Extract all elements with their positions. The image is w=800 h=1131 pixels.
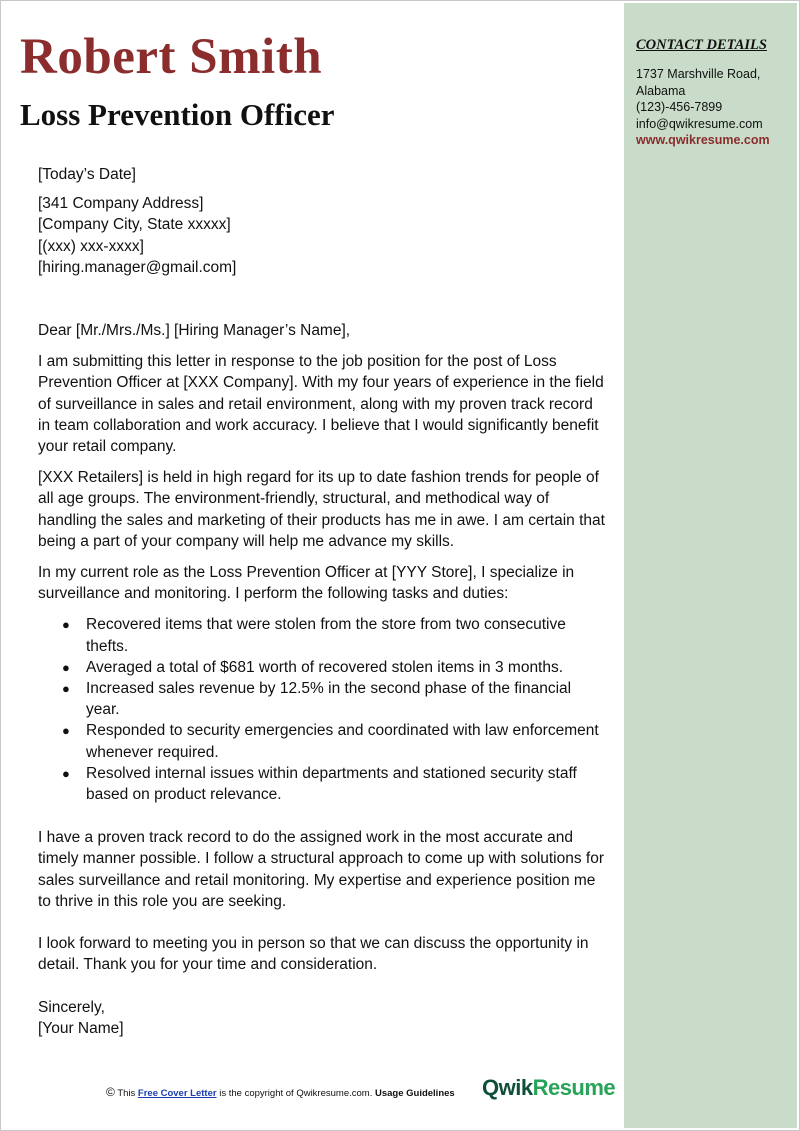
bullet-icon: ● — [62, 681, 70, 697]
contact-heading: CONTACT DETAILS — [636, 37, 767, 53]
recipient-city: [Company City, State xxxxx] — [38, 216, 231, 234]
applicant-name: Robert Smith — [20, 29, 323, 85]
contact-phone: (123)-456-7899 — [636, 100, 723, 114]
duty-item: ● Responded to security emergencies and coordinated with law enforcement whenever required. — [62, 722, 599, 761]
recipient-phone: [(xxx) xxx-xxxx] — [38, 237, 144, 255]
usage-guidelines-link[interactable]: Usage Guidelines — [374, 1088, 455, 1099]
contact-sidebar — [624, 3, 797, 1128]
recipient-email: [hiring.manager@gmail.com] — [38, 258, 237, 276]
job-title: Loss Prevention Officer — [20, 97, 335, 132]
bullet-icon: ● — [62, 659, 70, 675]
salutation: Dear [Mr./Mrs./Ms.] [Hiring Manager’s Name], — [38, 322, 351, 340]
letter-date: [Today’s Date] — [38, 166, 136, 183]
duty-item: ● Averaged a total of $681 worth of recovered stolen items in 3 months. — [38, 657, 606, 678]
bullet-icon: ● — [62, 723, 70, 739]
paragraph-closing: I look forward to meeting you in person so that we can discuss the opportunity in detail. Thank you for your time and consideration. — [38, 935, 589, 974]
duty-item: ● Resolved internal issues within departments and stationed security staff based on product relevance. — [62, 764, 577, 804]
duties-list — [38, 614, 606, 805]
duty-item: ● Increased sales revenue by 12.5% in the second phase of the financial year. — [62, 680, 572, 719]
contact-address-line2: Alabama — [636, 83, 686, 98]
free-cover-letter-link[interactable]: Free Cover Letter — [137, 1088, 217, 1099]
bullet-icon: ● — [62, 765, 70, 781]
contact-address-line1: 1737 Marshville Road, — [636, 67, 761, 81]
letter-body — [38, 164, 606, 1039]
duty-item: ● Recovered items that were stolen from the store from two consecutive thefts. — [62, 616, 566, 655]
paragraph-intro: I am submitting this letter in response to the job position for the post of Loss Prevention Officer at [XXX Company]. With my four years of experience in the field of surveillance in sales and retail environment, along with my proven track record in team collaboration and work accuracy. I believe that I would significantly benefit your retail company. — [38, 353, 604, 456]
paragraph-current-role: In my current role as the Loss Prevention Officer at [YYY Store], I specialize in surveillance and monitoring. I perform the following tasks and duties: — [38, 564, 575, 603]
qwikresume-logo: QwikResume — [482, 1075, 616, 1100]
contact-email[interactable]: info@qwikresume.com — [636, 116, 763, 131]
paragraph-track-record: I have a proven track record to do the assigned work in the most accurate and timely manner possible. I follow a structural approach to come up with solutions for sales surveillance and retail monitoring. My expertise and experience position me to thrive in this role you are seeking. — [38, 829, 605, 910]
contact-website[interactable]: www.qwikresume.com — [636, 133, 770, 147]
copyright-footer: © This Free Cover Letter is the copyright of Qwikresume.com. Usage Guidelines — [106, 1085, 455, 1099]
recipient-address: [341 Company Address] — [38, 195, 204, 213]
signoff: Sincerely, — [38, 998, 105, 1016]
signature: [Your Name] — [38, 1019, 124, 1037]
bullet-icon: ● — [62, 617, 70, 633]
copyright-icon: © — [106, 1085, 115, 1099]
paragraph-company: [XXX Retailers] is held in high regard for its up to date fashion trends for people of all age groups. The environment-friendly, structural, and methodical way of handling the sales and marketing of their products has me in awe. I am certain that being a part of your company will help me advance my skills. — [38, 469, 605, 550]
